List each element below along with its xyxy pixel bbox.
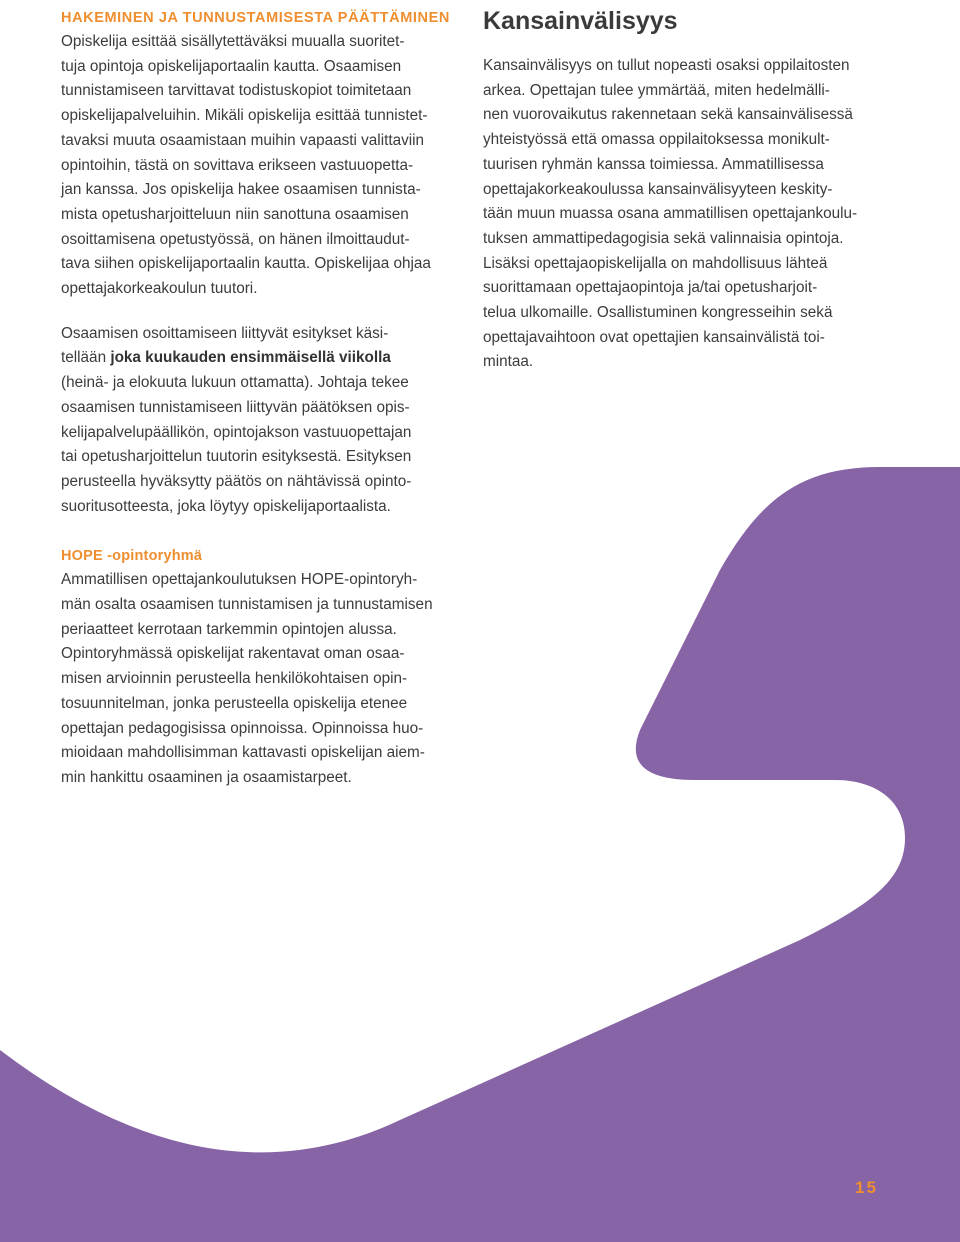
text-line: opettajakorkeakoulussa kansainvälisyyteen keskity- bbox=[483, 180, 833, 198]
text-line: Lisäksi opettajaopiskelijalla on mahdollisuus lähteä bbox=[483, 254, 828, 272]
text-line: perusteella hyväksytty päätös on nähtävissä opinto- bbox=[61, 472, 412, 490]
text-line: tuksen ammattipedagogisia sekä valinnaisia opintoja. bbox=[483, 229, 844, 247]
text-line: suorittamaan opettajaopintoja ja/tai opetusharjoit- bbox=[483, 279, 818, 297]
text-line: Ammatillisen opettajankoulutuksen HOPE-opintoryh- bbox=[61, 571, 418, 589]
text-line: män osalta osaamisen tunnistamisen ja tunnustamisen bbox=[61, 596, 433, 614]
text-line: mista opetusharjoitteluun niin sanottuna osaamisen bbox=[61, 205, 409, 223]
text-line: osaamisen tunnistamiseen liittyvän päätöksen opis- bbox=[61, 398, 410, 416]
text-line: suoritusotteesta, joka löytyy opiskelijaportaalista. bbox=[61, 497, 391, 515]
text-line: misen arvioinnin perusteella henkilökohtaisen opin- bbox=[61, 670, 408, 688]
text-line: mioidaan mahdollisimman kattavasti opiskelijan aiem- bbox=[61, 744, 425, 762]
text-line: tuja opintoja opiskelijaportaalin kautta. Osaamisen bbox=[61, 57, 402, 75]
text-line: opettajan pedagogisissa opinnoissa. Opinnoissa huo- bbox=[61, 719, 424, 737]
text-line: opettajakorkeakoulun tuutori. bbox=[61, 280, 258, 298]
text-line: nen vuorovaikutus rakennetaan sekä kansainvälisessä bbox=[483, 106, 853, 124]
text-line: kelijapalvelupäällikön, opintojakson vastuuopettajan bbox=[61, 423, 412, 441]
text-line: osoittamisena opetustyössä, on hänen ilmoittaudut- bbox=[61, 230, 410, 248]
text-line: jan kanssa. Jos opiskelija hakee osaamisen tunnista- bbox=[61, 181, 421, 199]
text-line-with-emphasis bbox=[61, 346, 461, 371]
section-heading-recognition: HAKEMINEN JA TUNNUSTAMISESTA PÄÄTTÄMINEN bbox=[61, 10, 450, 26]
text-line: yhteistyössä että omassa oppilaitoksessa monikult- bbox=[483, 131, 830, 149]
hope-paragraph bbox=[61, 568, 461, 790]
text-line: (heinä- ja elokuuta lukuun ottamatta). Johtaja tekee bbox=[61, 374, 409, 392]
text-line: arkea. Opettajan tulee ymmärtää, miten hedelmälli- bbox=[483, 81, 830, 99]
text-line: opiskelijapalveluihin. Mikäli opiskelija esittää tunnistet- bbox=[61, 107, 428, 125]
left-column bbox=[61, 6, 461, 791]
text-fragment: tellään bbox=[61, 349, 111, 367]
text-line: Osaamisen osoittamiseen liittyvät esitykset käsi- bbox=[61, 324, 389, 342]
section-heading-hope: HOPE -opintoryhmä bbox=[61, 548, 203, 565]
text-line: periaatteet kerrotaan tarkemmin opintojen alussa. bbox=[61, 620, 397, 638]
text-line: tava siihen opiskelijaportaalin kautta. Opiskelijaa ohjaa bbox=[61, 255, 431, 273]
recognition-paragraph-2 bbox=[61, 322, 461, 520]
text-line: Opiskelija esittää sisällytettäväksi muualla suoritet- bbox=[61, 33, 405, 50]
text-line: opettajavaihtoon ovat opettajien kansainvälistä toi- bbox=[483, 328, 825, 346]
right-column bbox=[483, 4, 883, 375]
text-line: telua ulkomaille. Osallistuminen kongresseihin sekä bbox=[483, 304, 833, 322]
text-line: opintoihin, tästä on sovittava erikseen vastuuopetta- bbox=[61, 156, 414, 174]
emphasized-text: joka kuukauden ensimmäisellä viikolla bbox=[110, 349, 391, 367]
text-line: mintaa. bbox=[483, 353, 534, 371]
text-line: tään muun muassa osana ammatillisen opettajankoulu- bbox=[483, 205, 858, 223]
text-line: tunnistamiseen tarvittavat todistuskopiot toimitetaan bbox=[61, 82, 412, 100]
section-title-internationality: Kansainvälisyys bbox=[483, 7, 678, 35]
internationality-paragraph bbox=[483, 54, 883, 375]
text-line: tosuunnitelman, jonka perusteella opiskelija etenee bbox=[61, 694, 408, 712]
page-number: 15 bbox=[855, 1178, 878, 1197]
text-line: min hankittu osaaminen ja osaamistarpeet. bbox=[61, 768, 352, 786]
text-line: tavaksi muuta osaamistaan muihin vapaasti valittaviin bbox=[61, 131, 425, 149]
text-line: tai opetusharjoittelun tuutorin esityksestä. Esityksen bbox=[61, 448, 412, 466]
text-line: tuurisen ryhmän kanssa toimiessa. Ammatillisessa bbox=[483, 155, 824, 173]
recognition-paragraph-1 bbox=[61, 30, 461, 302]
text-line: Kansainvälisyys on tullut nopeasti osaksi oppilaitosten bbox=[483, 57, 850, 74]
text-line: Opintoryhmässä opiskelijat rakentavat oman osaa- bbox=[61, 645, 405, 663]
